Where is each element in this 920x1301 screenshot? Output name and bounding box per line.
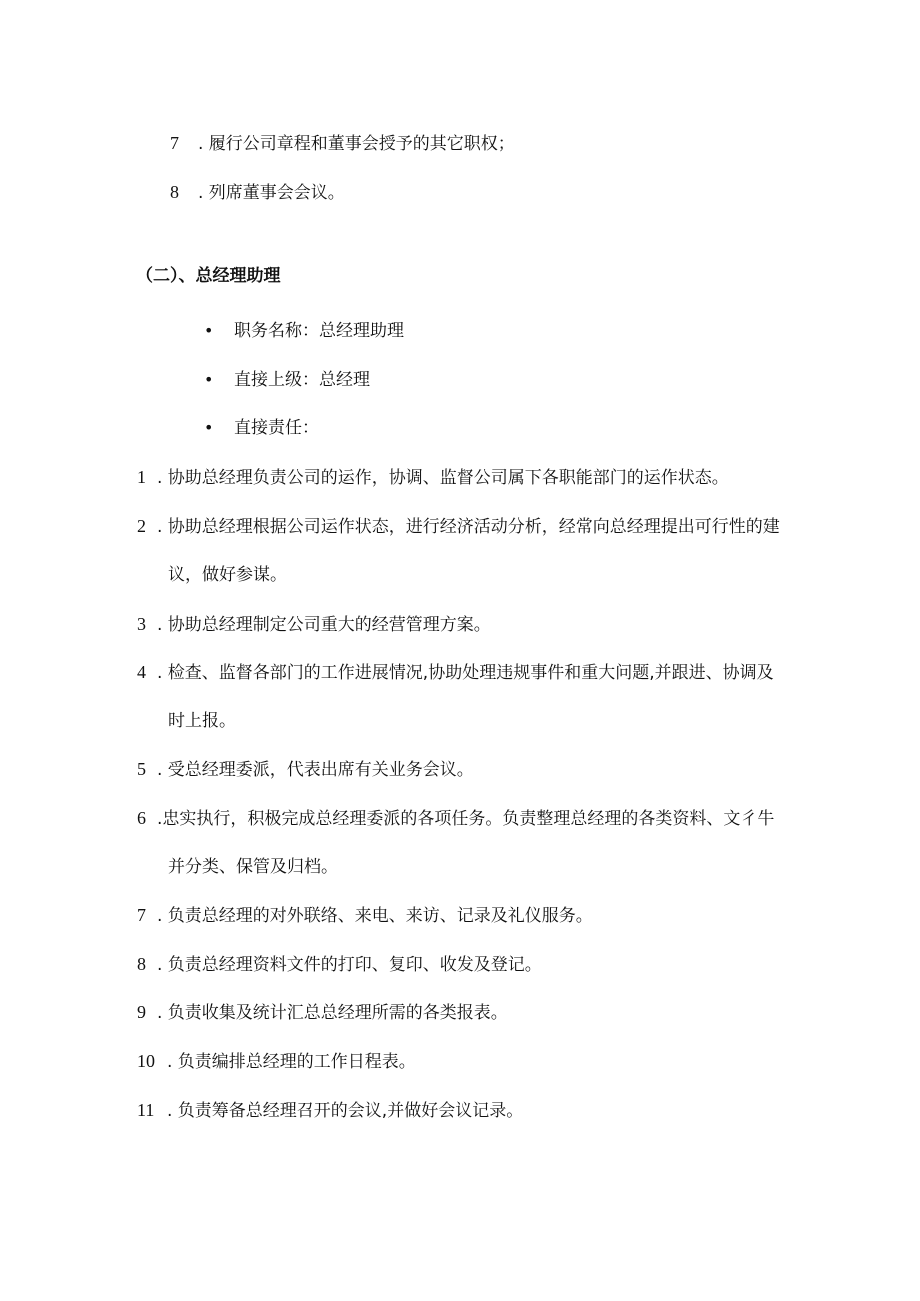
- duty-item: [137, 806, 774, 831]
- item-number: 11: [137, 1100, 155, 1120]
- item-number: 5: [137, 759, 146, 779]
- item-text: . 列席董事会会议。: [198, 183, 345, 203]
- duty-continuation: 时上报。: [168, 711, 236, 731]
- item-text: . 协助总经理负责公司的运作，协调、监督公司属下各职能部门的运作状态。: [157, 468, 729, 488]
- item-number: 10: [137, 1051, 155, 1071]
- duty-item: [137, 1000, 508, 1025]
- prev-item: [170, 180, 345, 205]
- item-number: 7: [170, 133, 179, 153]
- item-text: . 负责编排总经理的工作日程表。: [167, 1052, 416, 1072]
- item-number: 7: [137, 905, 146, 925]
- duty-item: [137, 1049, 416, 1074]
- bullet-symbol: •: [204, 321, 214, 340]
- duty-continuation: 议，做好参谋。: [168, 565, 287, 585]
- item-text: . 检查、监督各部门的工作进展情况,协助处理违规事件和重大问题,并跟进、协调及: [157, 663, 774, 683]
- bullet-text: 职务名称：总经理助理: [234, 321, 404, 341]
- item-text: . 受总经理委派，代表出席有关业务会议。: [157, 760, 474, 780]
- item-text: . 负责总经理的对外联络、来电、来访、记录及礼仪服务。: [157, 906, 593, 926]
- bullet-symbol: •: [204, 418, 214, 437]
- duty-item: [137, 465, 729, 490]
- item-text: . 协助总经理制定公司重大的经营管理方案。: [157, 615, 491, 635]
- item-number: 9: [137, 1002, 146, 1022]
- item-text: . 协助总经理根据公司运作状态，进行经济活动分析，经常向总经理提出可行性的建: [157, 517, 780, 537]
- item-text: . 负责总经理资料文件的打印、复印、收发及登记。: [157, 955, 542, 975]
- duty-item: [137, 757, 474, 782]
- section-heading: （二）、总经理助理: [136, 266, 281, 286]
- bullet-text: 直接上级：总经理: [234, 370, 370, 390]
- prev-item: [170, 131, 515, 156]
- duty-item: [137, 660, 774, 685]
- item-text: . 负责收集及统计汇总总经理所需的各类报表。: [157, 1003, 508, 1023]
- item-number: 2: [137, 516, 146, 536]
- item-number: 6: [137, 808, 146, 828]
- item-number: 8: [137, 954, 146, 974]
- item-text: . 负责筹备总经理召开的会议,并做好会议记录。: [167, 1101, 524, 1121]
- duty-continuation: 并分类、保管及归档。: [168, 857, 338, 877]
- duty-item: [137, 903, 593, 928]
- item-text: .忠实执行，积极完成总经理委派的各项任务。负责整理总经理的各类资料、文彳牛: [157, 809, 775, 829]
- item-number: 3: [137, 614, 146, 634]
- bullet-text: 直接责任：: [234, 418, 319, 438]
- item-text: . 履行公司章程和董事会授予的其它职权；: [198, 134, 515, 154]
- duty-item: [137, 514, 780, 539]
- duty-item: [137, 952, 542, 977]
- duty-item: [137, 612, 491, 637]
- duty-item: [137, 1098, 523, 1123]
- item-number: 4: [137, 662, 146, 682]
- bullet-symbol: •: [204, 370, 214, 389]
- item-number: 8: [170, 182, 179, 202]
- item-number: 1: [137, 467, 146, 487]
